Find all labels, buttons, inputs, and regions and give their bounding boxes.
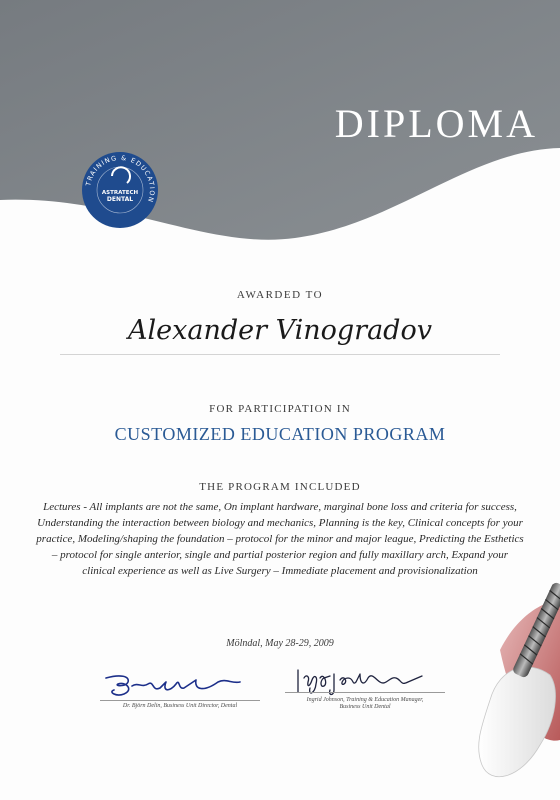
name-underline — [60, 354, 500, 355]
recipient-name: Alexander Vinogradov — [128, 315, 432, 346]
logo-ring-text: TRAINING & EDUCATION — [84, 153, 157, 205]
place-date: Mölndal, May 28-29, 2009 — [226, 638, 334, 649]
signatory-caption-1: Dr. Björn Delin, Business Unit Director, Dental — [122, 703, 238, 709]
lectures-description: Lectures - All implants are not the same, On implant hardware, marginal bone loss and criteria for success, Understanding the interaction between biology and mechanics, Planning is the key, Clinical concepts for your practice, Modeling/shaping the foundation – protocol for the minor and major league, Predicting the Esthetics – protocol for single anterior, single and partial posterior region and fully maxillary arch, Expand your clinical experience as well as Live Surgery – Immediate placement and provisionalization — [36, 501, 524, 577]
program-name: CUSTOMIZED EDUCATION PROGRAM — [114, 424, 446, 444]
awarded-label: AWARDED TO — [236, 289, 324, 301]
signatory-caption-2 — [285, 697, 445, 711]
signatory-caption-2-line2: Business Unit Dental — [339, 704, 391, 710]
dental-implant-illustration — [460, 570, 560, 800]
signature-ingrid-johnson — [290, 660, 450, 700]
logo-brand-bottom: DENTAL — [106, 196, 134, 203]
astratech-dental-badge-icon — [80, 150, 160, 230]
signature-bjorn-delin — [100, 670, 250, 700]
signature-line-2 — [285, 692, 445, 693]
program-included-label: THE PROGRAM INCLUDED — [199, 481, 361, 493]
participation-label: FOR PARTICIPATION IN — [209, 403, 351, 415]
diploma-title: DIPLOMA — [334, 101, 538, 146]
logo-brand-top: ASTRATECH — [101, 190, 139, 196]
signatory-caption-2-line1: Ingrid Johnson, Training & Education Manager, — [306, 697, 424, 703]
signature-line-1 — [100, 700, 260, 701]
